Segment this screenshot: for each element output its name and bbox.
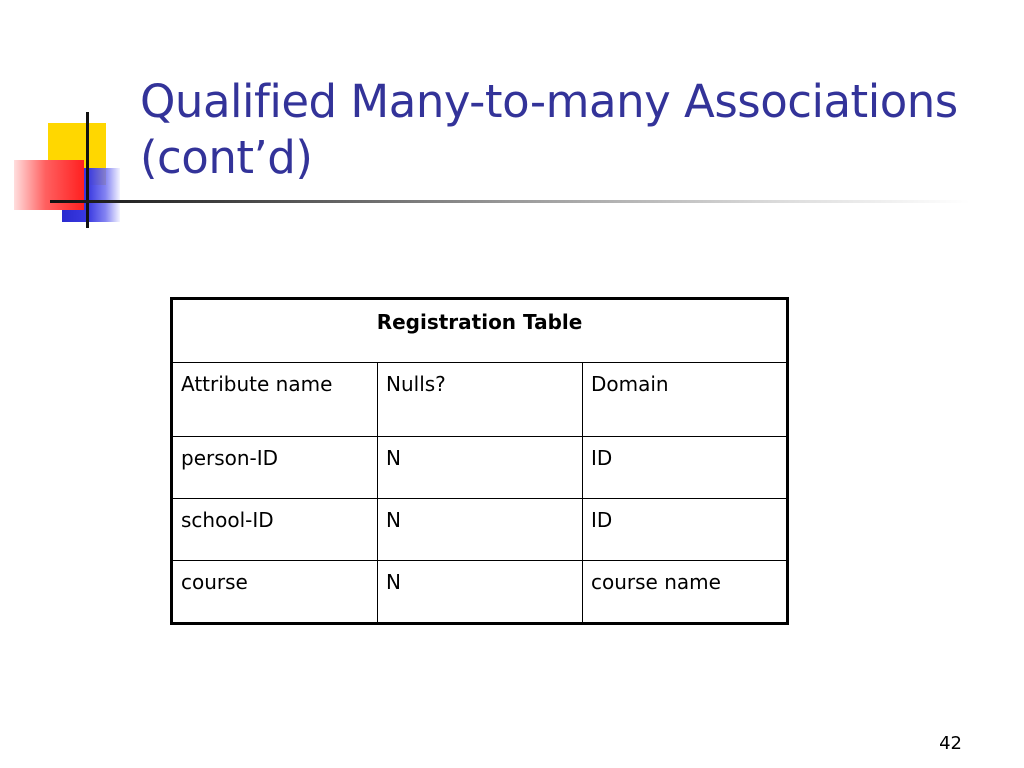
table-header-row — [172, 363, 788, 437]
table-row — [172, 561, 788, 624]
slide-title — [140, 74, 1000, 186]
column-header-nulls: Nulls? — [378, 363, 583, 437]
slide-title-line-1: Qualified Many-to-many Associations — [140, 75, 958, 128]
table-cell: N — [378, 561, 583, 624]
slide-title-line-2: (cont’d) — [140, 131, 313, 184]
table-cell: school-ID — [172, 499, 378, 561]
table-cell: course name — [583, 561, 788, 624]
table-cell: person-ID — [172, 437, 378, 499]
table-cell: N — [378, 437, 583, 499]
table-cell: course — [172, 561, 378, 624]
table-cell: ID — [583, 499, 788, 561]
table-caption-row — [172, 299, 788, 363]
table-caption: Registration Table — [172, 299, 788, 363]
registration-table — [170, 297, 789, 625]
title-underline — [50, 200, 970, 203]
column-header-attribute-name: Attribute name — [172, 363, 378, 437]
table-cell: ID — [583, 437, 788, 499]
column-header-domain: Domain — [583, 363, 788, 437]
table-row — [172, 499, 788, 561]
decor-vertical-line — [86, 112, 89, 228]
slide-number: 42 — [939, 733, 962, 754]
table-row — [172, 437, 788, 499]
table-cell: N — [378, 499, 583, 561]
